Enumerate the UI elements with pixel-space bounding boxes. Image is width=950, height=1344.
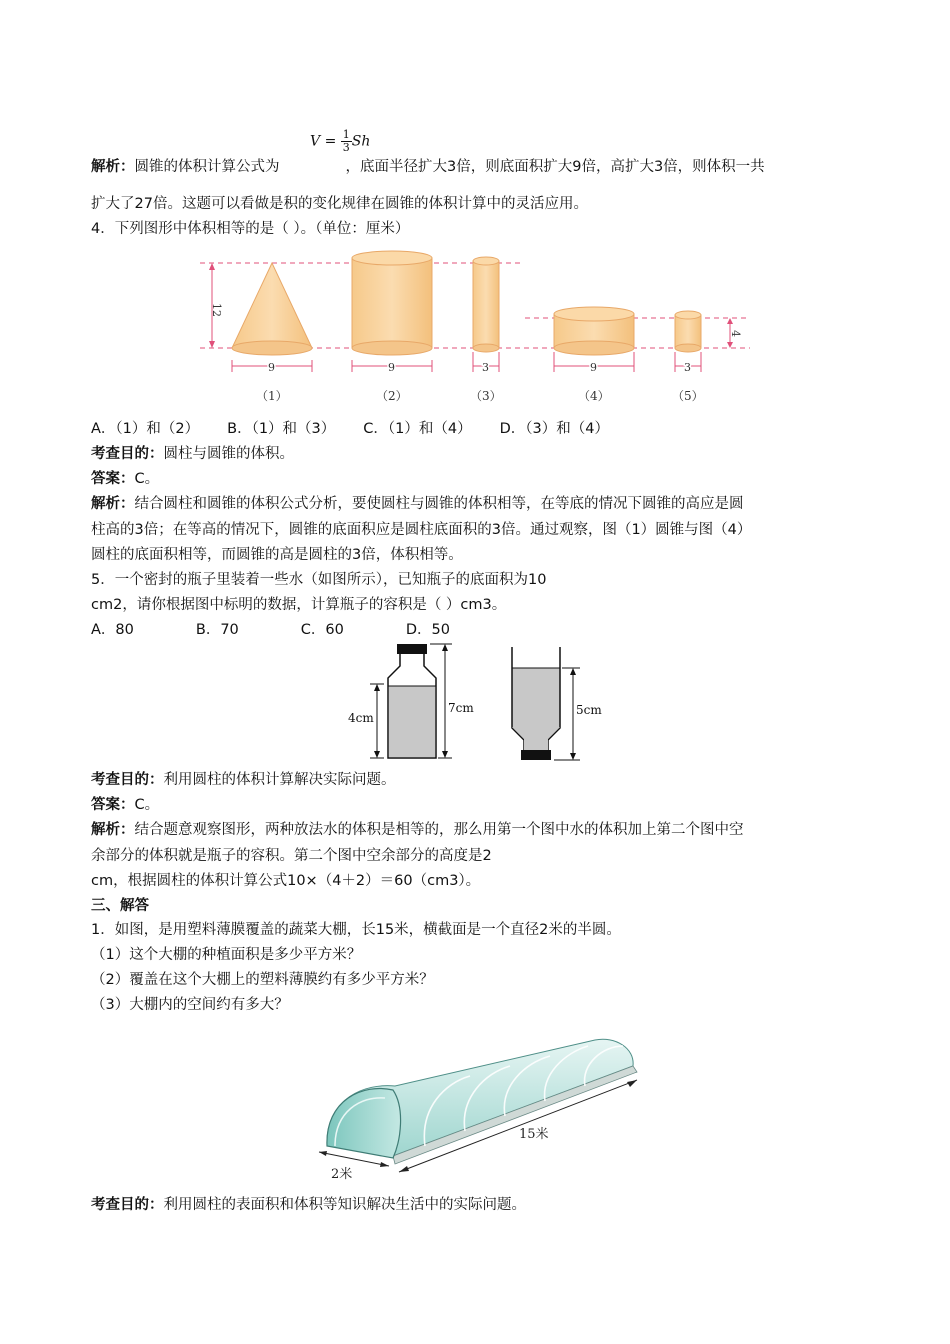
height-label-4: 4 [729,330,742,337]
q5-options [91,620,450,640]
q5-option-b: B．70 [195,622,239,638]
caption-4: （4） [578,389,610,403]
q4-solids-figure [190,248,760,410]
q4-explain-2: 柱高的3倍；在等高的情况下，圆锥的底面积应是圆柱底面积的3倍。通过观察，图（1）圆锥与图（4） [91,522,752,538]
shape-3-cylinder [473,257,499,352]
q5-explain-1: 解析：结合题意观察图形，两种放法水的体积是相等的，那么用第一个图中水的体积加上第二个图中空 [91,822,744,838]
q4-options [91,419,609,439]
q4-option-b: B．（1）和（3） [227,421,336,437]
height-label-12: 12 [210,303,223,317]
width-label-2: 9 [388,361,395,374]
s3-q1-part2: （2）覆盖在这个大棚上的塑料薄膜约有多少平方米？ [91,972,434,988]
shape-4-cylinder [554,307,634,355]
section-title: 三、解答 [91,898,149,914]
q5-stem-2: cm2，请你根据图中标明的数据，计算瓶子的容积是（ ）cm3。 [91,597,507,613]
water-height-label: 4cm [348,711,374,725]
q5-purpose: 考查目的：利用圆柱的体积计算解决实际问题。 [91,772,396,788]
s3-q1-part1: （1）这个大棚的种植面积是多少平方米？ [91,947,362,963]
q3-explain-line1: 解析：圆锥的体积计算公式为 ，底面半径扩大3倍，则底面积扩大9倍，高扩大3倍，则体积一共 [91,159,765,175]
shape-2-cylinder [352,251,432,355]
caption-3: （3） [470,389,502,403]
s3-q1-stem: 1．如图，是用塑料薄膜覆盖的蔬菜大棚，长15米，横截面是一个直径2米的半圆。 [91,922,621,938]
diameter-label: 2米 [331,1167,353,1182]
q5-explain-3: cm，根据圆柱的体积计算公式10×（4＋2）＝60（cm3）。 [91,873,481,889]
shape-1-cone [232,263,312,355]
q4-option-d: D．（3）和（4） [499,421,609,437]
q4-answer: 答案：C。 [91,471,160,487]
caption-1: （1） [256,389,288,403]
width-label-4: 9 [590,361,597,374]
s3-purpose: 考查目的：利用圆柱的表面积和体积等知识解决生活中的实际问题。 [91,1197,526,1213]
width-label-1: 9 [268,361,275,374]
greenhouse-figure [305,1028,645,1186]
width-label-5: 3 [684,361,691,374]
bottle-height-label: 7cm [448,701,474,715]
formula-fraction: $\frac{1}{3}$ [342,128,350,154]
q5-option-a: A．80 [91,622,134,638]
shape-5-cylinder [675,311,701,352]
bottle-inverted [512,647,602,760]
q4-stem: 4．下列图形中体积相等的是（ ）。（单位：厘米） [91,221,410,237]
q5-answer: 答案：C。 [91,797,160,813]
q4-explain-3: 圆柱的底面积相等，而圆锥的高是圆柱的3倍，体积相等。 [91,547,463,563]
q3-explain-line2: 扩大了27倍。这题可以看做是积的变化规律在圆锥的体积计算中的灵活应用。 [91,196,588,212]
caption-5: （5） [672,389,704,403]
q5-stem-1: 5．一个密封的瓶子里装着一些水（如图所示），已知瓶子的底面积为10 [91,572,547,588]
q4-option-c: C．（1）和（4） [363,421,472,437]
width-label-3: 3 [482,361,489,374]
q5-bottle-figure [344,642,614,764]
q5-explain-2: 余部分的体积就是瓶子的容积。第二个图中空余部分的高度是2 [91,848,492,864]
caption-2: （2） [376,389,408,403]
empty-height-label: 5cm [576,703,602,717]
q4-explain-1: 解析：结合圆柱和圆锥的体积公式分析，要使圆柱与圆锥的体积相等，在等底的情况下圆锥的高应是圆 [91,496,744,512]
cone-volume-formula: V = $\frac{1}{3}$ Sh [310,128,371,154]
length-label: 15米 [519,1127,549,1142]
bottle-upright [348,644,474,758]
s3-q1-part3: （3）大棚内的空间约有多大？ [91,997,289,1013]
q5-option-c: C．60 [300,622,344,638]
q4-option-a: A．（1）和（2） [91,421,200,437]
q4-purpose: 考查目的：圆柱与圆锥的体积。 [91,446,294,462]
q5-option-d: D．50 [405,622,450,638]
